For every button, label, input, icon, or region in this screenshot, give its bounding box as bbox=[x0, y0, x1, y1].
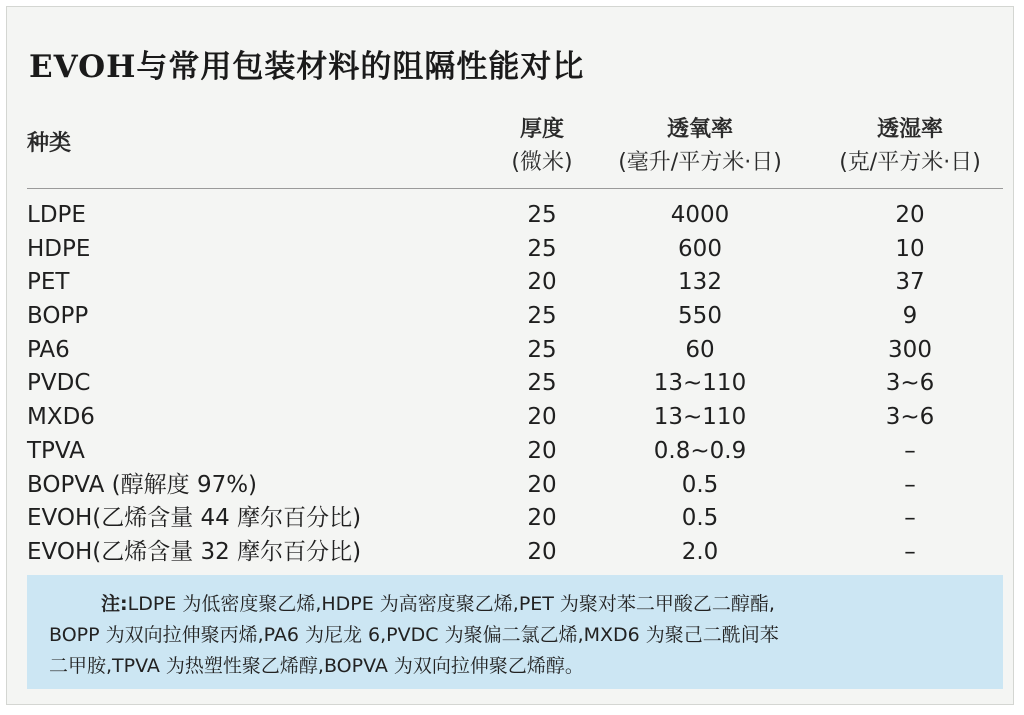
cell-name: HDPE bbox=[27, 235, 91, 262]
cell-name: EVOH(乙烯含量 44 摩尔百分比) bbox=[27, 505, 362, 532]
cell-name: PVDC bbox=[27, 370, 91, 397]
cell-thickness: 25 bbox=[527, 202, 557, 228]
footnote-line-1 bbox=[49, 589, 979, 620]
cell-thickness: 20 bbox=[527, 437, 557, 464]
cell-oxygen: 0.8~0.9 bbox=[653, 437, 747, 464]
table-row bbox=[7, 199, 1015, 233]
header-oxygen bbox=[595, 113, 805, 179]
header-oxygen-label: 透氧率 bbox=[666, 117, 733, 142]
footnote-line-3: 二甲胺,TPVA 为热塑性聚乙烯醇,BOPVA 为双向拉伸聚乙烯醇。 bbox=[49, 655, 584, 677]
cell-oxygen: 132 bbox=[678, 269, 722, 296]
cell-name: PET bbox=[27, 269, 70, 296]
footnote-text-1: LDPE 为低密度聚乙烯,HDPE 为高密度聚乙烯,PET 为聚对苯二甲酸乙二醇酯, bbox=[127, 593, 775, 615]
cell-oxygen: 550 bbox=[678, 303, 722, 330]
table-row bbox=[7, 401, 1015, 435]
cell-thickness: 20 bbox=[527, 269, 557, 296]
cell-moisture: – bbox=[904, 437, 916, 464]
table-row bbox=[7, 367, 1015, 401]
cell-oxygen: 60 bbox=[685, 336, 715, 363]
cell-thickness: 20 bbox=[527, 471, 557, 498]
cell-oxygen: 2.0 bbox=[681, 538, 719, 565]
header-moisture-unit: (克/平方米·日) bbox=[839, 150, 981, 175]
cell-thickness: 20 bbox=[527, 538, 557, 565]
cell-thickness: 20 bbox=[527, 404, 557, 431]
cell-thickness: 20 bbox=[527, 505, 557, 532]
cell-name: BOPP bbox=[27, 303, 89, 330]
cell-moisture: 20 bbox=[895, 202, 925, 228]
header-divider bbox=[27, 188, 1003, 189]
header-type: 种类 bbox=[27, 131, 72, 156]
header-moisture bbox=[815, 113, 1005, 179]
cell-oxygen: 13~110 bbox=[653, 370, 747, 397]
cell-name: MXD6 bbox=[27, 404, 95, 431]
cell-name: BOPVA (醇解度 97%) bbox=[27, 471, 258, 498]
table-row bbox=[7, 300, 1015, 334]
cell-name: EVOH(乙烯含量 32 摩尔百分比) bbox=[27, 538, 362, 565]
header-thickness bbox=[487, 113, 597, 179]
cell-moisture: – bbox=[904, 471, 916, 498]
table-header bbox=[7, 113, 1015, 183]
cell-moisture: – bbox=[904, 538, 916, 565]
cell-name: TPVA bbox=[27, 437, 85, 464]
cell-moisture: 9 bbox=[902, 303, 918, 330]
table-body bbox=[7, 199, 1015, 570]
cell-oxygen: 4000 bbox=[670, 202, 730, 228]
cell-oxygen: 600 bbox=[678, 235, 722, 262]
table-row bbox=[7, 334, 1015, 368]
cell-moisture: – bbox=[904, 505, 916, 532]
cell-moisture: 300 bbox=[888, 336, 932, 363]
cell-name: PA6 bbox=[27, 336, 70, 363]
table-row bbox=[7, 233, 1015, 267]
cell-oxygen: 0.5 bbox=[681, 471, 719, 498]
footnote-line-2: BOPP 为双向拉伸聚丙烯,PA6 为尼龙 6,PVDC 为聚偏二氯乙烯,MXD6 为聚己二酰间苯 bbox=[49, 624, 779, 646]
header-oxygen-unit: (毫升/平方米·日) bbox=[618, 150, 782, 175]
table-row bbox=[7, 536, 1015, 570]
table-card bbox=[6, 6, 1014, 705]
header-moisture-label: 透湿率 bbox=[876, 117, 943, 142]
cell-name: LDPE bbox=[27, 202, 86, 228]
table-row bbox=[7, 502, 1015, 536]
cell-moisture: 37 bbox=[895, 269, 925, 296]
table-row bbox=[7, 266, 1015, 300]
cell-thickness: 25 bbox=[527, 370, 557, 397]
table-row bbox=[7, 435, 1015, 469]
cell-oxygen: 13~110 bbox=[653, 404, 747, 431]
header-thickness-unit: (微米) bbox=[511, 150, 573, 175]
header-thickness-label: 厚度 bbox=[519, 117, 564, 142]
footnote-label: 注: bbox=[101, 593, 128, 615]
cell-moisture: 10 bbox=[895, 235, 925, 262]
cell-thickness: 25 bbox=[527, 235, 557, 262]
cell-thickness: 25 bbox=[527, 303, 557, 330]
cell-moisture: 3~6 bbox=[885, 404, 935, 431]
table-row bbox=[7, 469, 1015, 503]
cell-oxygen: 0.5 bbox=[681, 505, 719, 532]
footnote-box bbox=[27, 575, 1003, 689]
cell-moisture: 3~6 bbox=[885, 370, 935, 397]
cell-thickness: 25 bbox=[527, 336, 557, 363]
table-title: EVOH与常用包装材料的阻隔性能对比 bbox=[29, 49, 585, 85]
